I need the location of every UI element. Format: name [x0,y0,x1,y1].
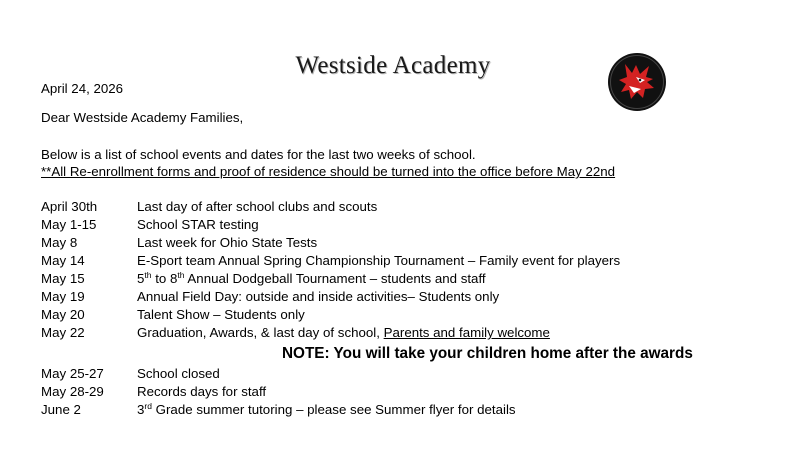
event-description: E-Sport team Annual Spring Championship Tournament – Family event for players [137,253,621,268]
event-date: May 22 [41,325,85,340]
event-date: May 20 [41,307,85,322]
event-date: May 8 [41,235,78,250]
event-description: Talent Show – Students only [137,307,305,322]
event-description: Records days for staff [137,384,267,399]
event-description: 3rd Grade summer tutoring – please see Summer flyer for details [137,401,516,417]
event-date: April 30th [41,199,98,214]
event-date: May 25-27 [41,366,104,381]
event-date: May 1-15 [41,217,97,232]
event-date: May 15 [41,271,85,286]
parents-welcome-text: Parents and family welcome [383,325,550,340]
event-date: May 28-29 [41,384,104,399]
intro-text: Below is a list of school events and dates for the last two weeks of school. [41,147,476,162]
event-date: June 2 [41,402,81,417]
page-title: Westside Academy [295,52,491,79]
event-description: School closed [137,366,220,381]
letter-date: April 24, 2026 [41,81,124,96]
event-description: Last week for Ohio State Tests [137,235,318,250]
reenrollment-notice: **All Re-enrollment forms and proof of residence should be turned into the office before May 22nd [41,164,616,179]
event-description: Last day of after school clubs and scouts [137,199,378,214]
salutation: Dear Westside Academy Families, [41,110,244,125]
event-description: School STAR testing [137,217,259,232]
event-description: 5th to 8th Annual Dodgeball Tournament – students and staff [137,270,486,286]
awards-note: NOTE: You will take your children home after the awards [282,345,693,362]
event-description: Graduation, Awards, & last day of school, Parents and family welcome [137,325,550,340]
dragon-mascot-logo [607,52,667,112]
event-date: May 19 [41,289,85,304]
event-description: Annual Field Day: outside and inside activities– Students only [137,289,500,304]
event-date: May 14 [41,253,85,268]
